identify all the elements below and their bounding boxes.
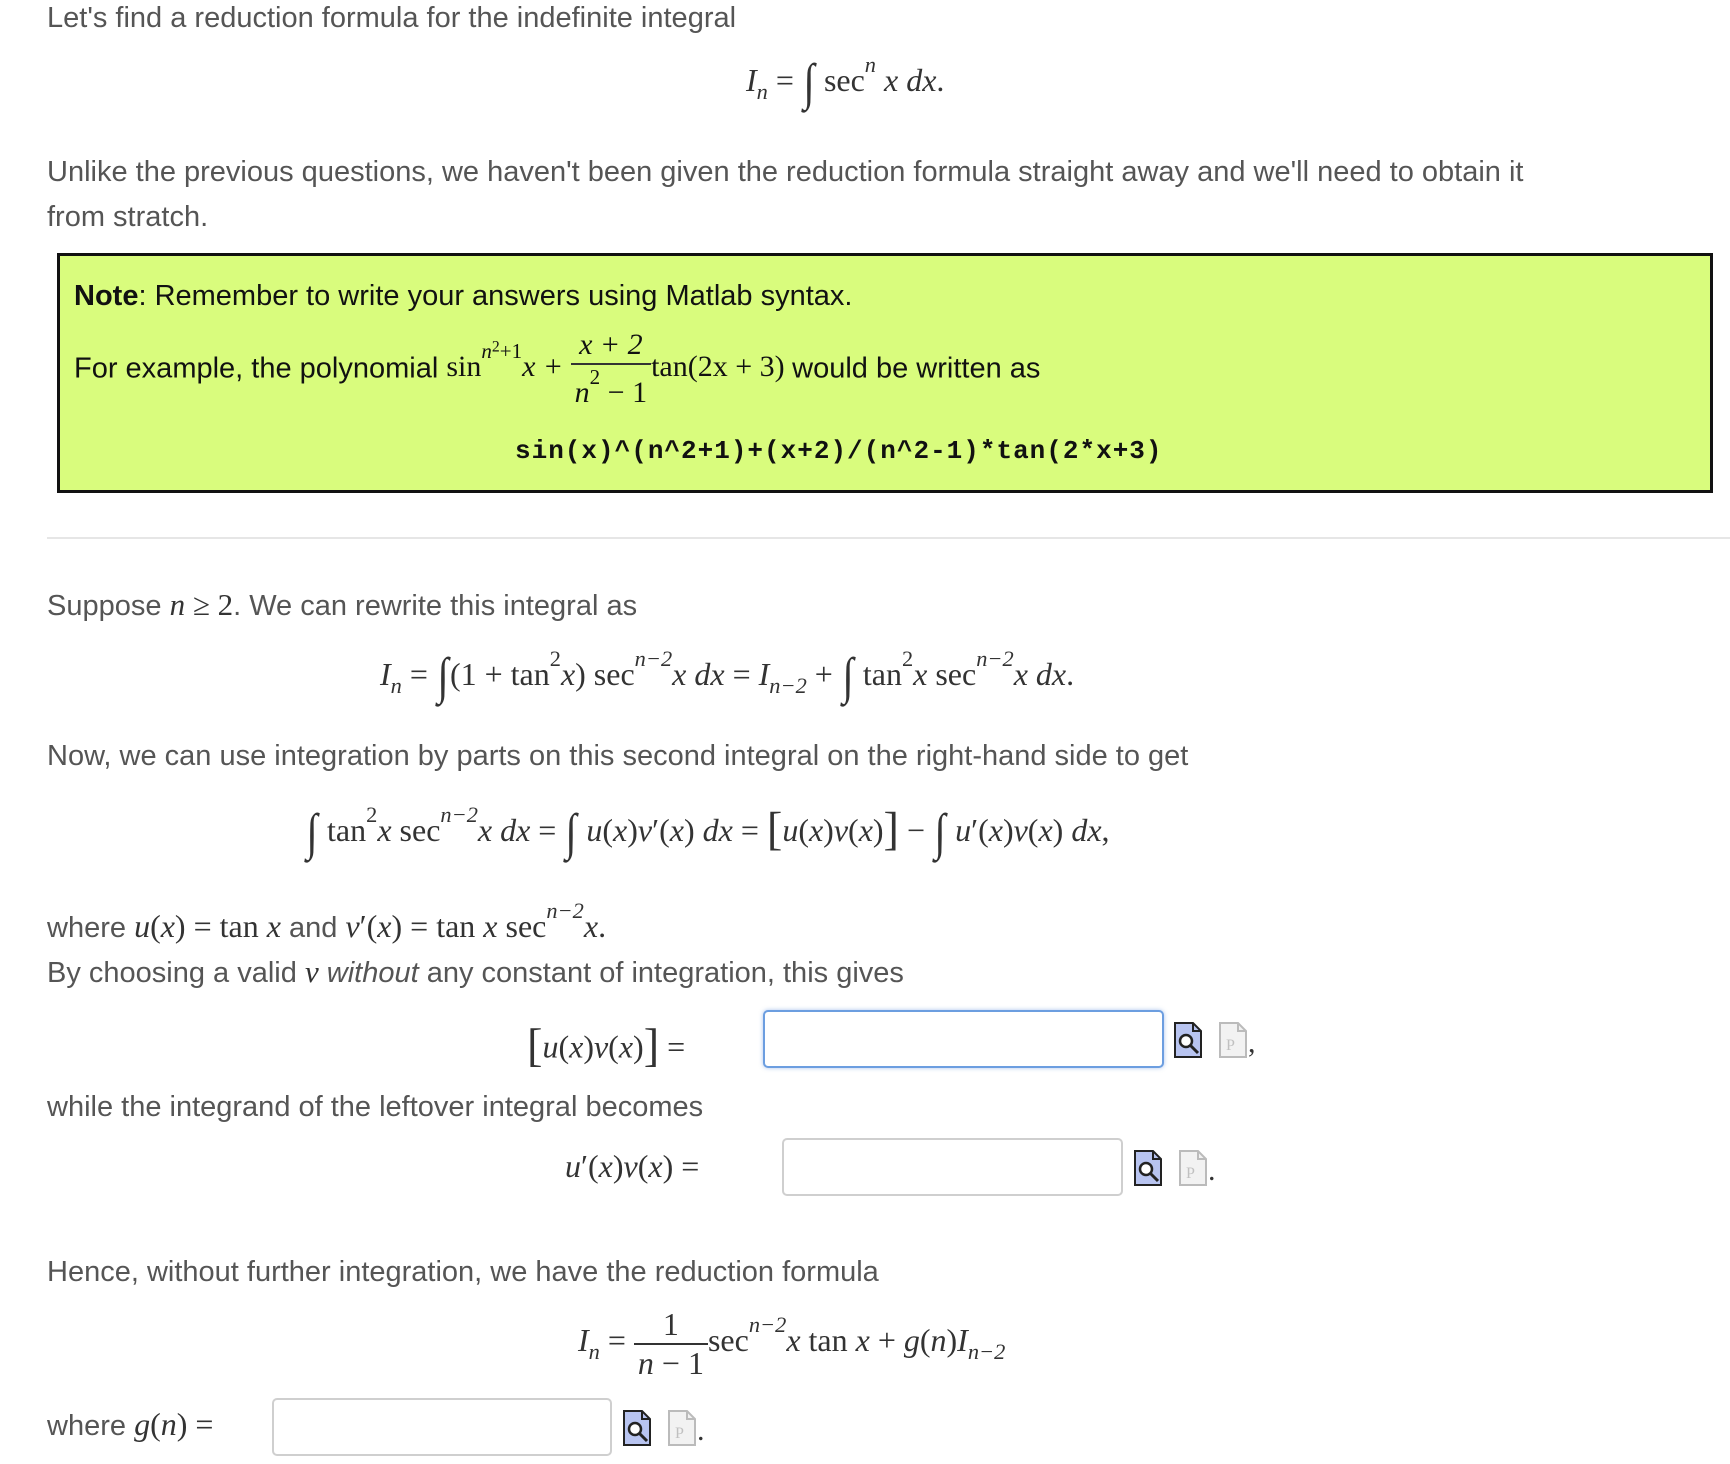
where-g-text: where g(n) = [47,1406,214,1442]
comma: , [1248,1026,1256,1059]
svg-text:P: P [1186,1165,1195,1182]
section-divider [47,537,1730,539]
leftover-text: while the integrand of the leftover integral becomes [47,1091,704,1123]
preview-icon[interactable] [1133,1150,1163,1186]
svg-text:P: P [1226,1037,1235,1054]
syntax-help-icon[interactable] [667,1410,697,1446]
syntax-help-icon[interactable] [1218,1022,1248,1058]
note-example: For example, the polynomial $\sin^{n^2+1}x$ + $\frac{x + 2}{n^2 - 1}$ tan(2x + 3) would be written as [74,328,1041,409]
integrand-answer-input[interactable] [782,1138,1123,1196]
hence-text: Hence, without further integration, we have the reduction formula [47,1256,879,1288]
g-answer-input[interactable] [272,1398,612,1456]
note-box [57,253,1713,493]
equation-by-parts: ∫ $\tan^2x$ $\sec^{n-2}x$ dx = ∫ u(x)v′(x) dx = [u(x)v(x)] − ∫ u′(x)v(x) dx, [306,802,1110,861]
note-heading: Note: Remember to write your answers using Matlab syntax. [74,280,853,312]
choosing-v-text: By choosing a valid v without any constant of integration, this gives [47,954,904,989]
equation-rewrite: $I_n = \int(1 + \tan^2x)$ $\sec^{n-2}x$ dx = $I_{n-2}$ + ∫ $\tan^2x$ $\sec^{n-2}x$ dx. [380,646,1075,705]
paragraph-line-2: from stratch. [47,201,209,233]
equation-In-definition: $I_n$ = ∫ $\sec^n x$ dx. [746,52,945,111]
period: . [697,1414,705,1447]
paragraph-line-1: Unlike the previous questions, we haven't been given the reduction formula straight away and we'll need to obtain it [47,156,1524,188]
intro-text: Let's find a reduction formula for the indefinite integral [47,2,737,34]
where-u-v-text: where u(x) = tan x and v′(x) = tan x $\sec^{n-2}x$. [47,898,607,945]
preview-icon[interactable] [1173,1022,1203,1058]
preview-icon[interactable] [622,1410,652,1446]
reduction-formula: $I_n$ = $\frac{1}{n - 1}$ $\sec^{n-2}x$ $\tan x + g(n)I_{n-2}$ [578,1306,1006,1381]
matlab-example-code: sin(x)^(n^2+1)+(x+2)/(n^2-1)*tan(2*x+3) [515,436,1163,466]
integration-by-parts-text: Now, we can use integration by parts on this second integral on the right-hand side to get [47,740,1189,772]
uv-bracket-label: [u(x)v(x)] = [527,1021,686,1072]
period: . [1208,1154,1216,1187]
integrand-label: u′(x)v(x) = [565,1148,700,1184]
svg-text:P: P [675,1425,684,1442]
syntax-help-icon[interactable] [1178,1150,1208,1186]
suppose-text: Suppose n ≥ 2. We can rewrite this integral as [47,587,638,622]
uv-answer-input[interactable] [763,1010,1164,1068]
